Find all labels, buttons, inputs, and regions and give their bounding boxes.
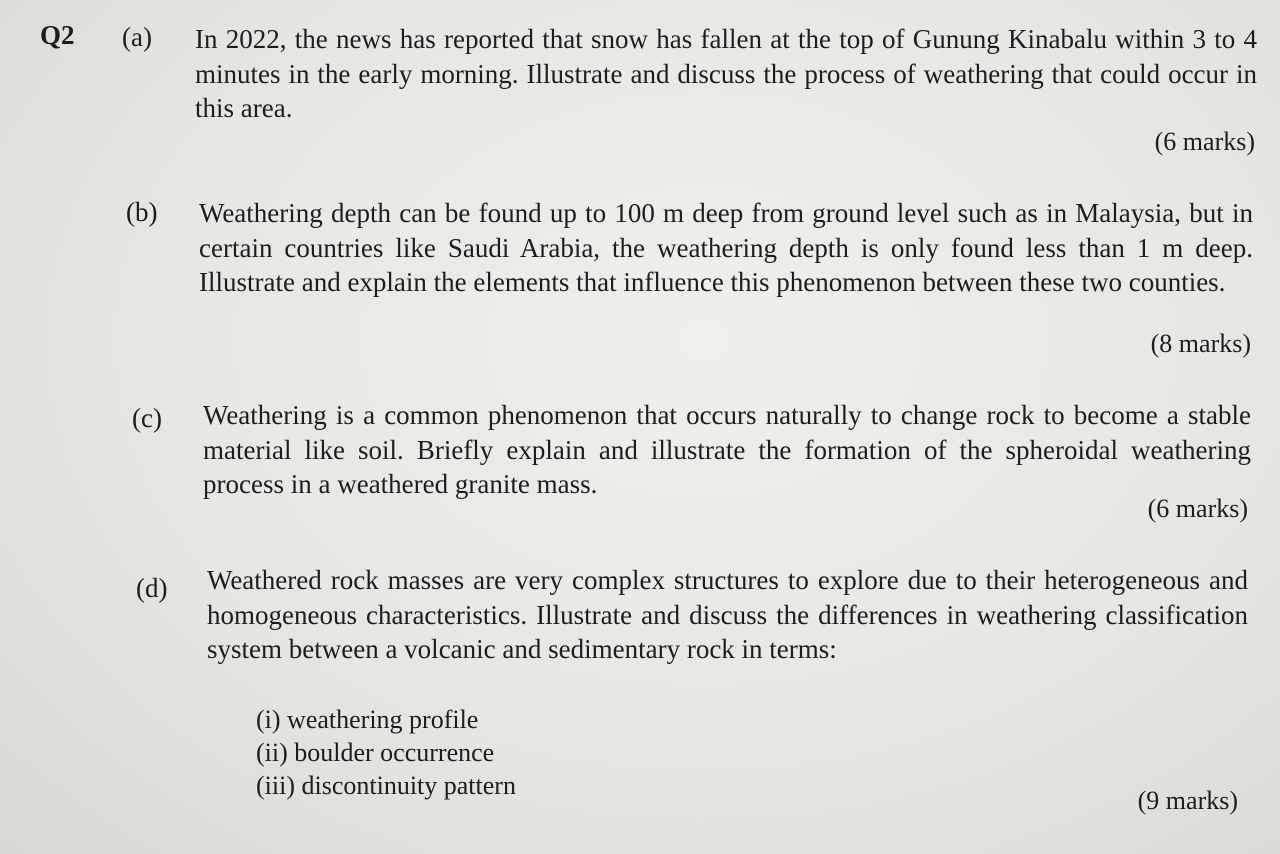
- part-d-label: (d): [136, 573, 168, 603]
- subitem-discontinuity-pattern: (iii) discontinuity pattern: [256, 771, 516, 800]
- subitem-boulder-occurrence: (ii) boulder occurrence: [256, 738, 495, 767]
- part-a-text: In 2022, the news has reported that snow has fallen at the top of Gunung Kinabalu within 3 to 4 minutes in the early morning. Illustrate and discuss the process of weathering that could occur in this area.: [195, 24, 1257, 123]
- part-d-text: Weathered rock masses are very complex structures to explore due to their heterogeneous and homogeneous characteristics. Illustrate and discuss the differences in weathering classification system between a volcanic and sedimentary rock in terms:: [207, 565, 1248, 664]
- part-a-marks: (6 marks): [1154, 127, 1255, 156]
- part-c-marks: (6 marks): [1147, 494, 1248, 523]
- part-d-subitems: [256, 703, 516, 802]
- subitem-weathering-profile: (i) weathering profile: [256, 705, 479, 734]
- part-c-label: (c): [132, 403, 162, 433]
- question-number: Q2: [40, 20, 75, 50]
- part-b-text: Weathering depth can be found up to 100 m deep from ground level such as in Malaysia, but in certain countries like Saudi Arabia, the weathering depth is only found less than 1 m deep. Illustrate and explain the elements that influence this phenomenon between these two counties.: [199, 198, 1253, 297]
- part-b-label: (b): [126, 197, 158, 227]
- part-d-marks: (9 marks): [1137, 786, 1238, 815]
- part-c-text: Weathering is a common phenomenon that occurs naturally to change rock to become a stable material like soil. Briefly explain and illustrate the formation of the spheroidal weathering process in a weathered granite mass.: [203, 400, 1251, 499]
- part-a-label: (a): [122, 22, 152, 52]
- part-b-marks: (8 marks): [1150, 329, 1251, 358]
